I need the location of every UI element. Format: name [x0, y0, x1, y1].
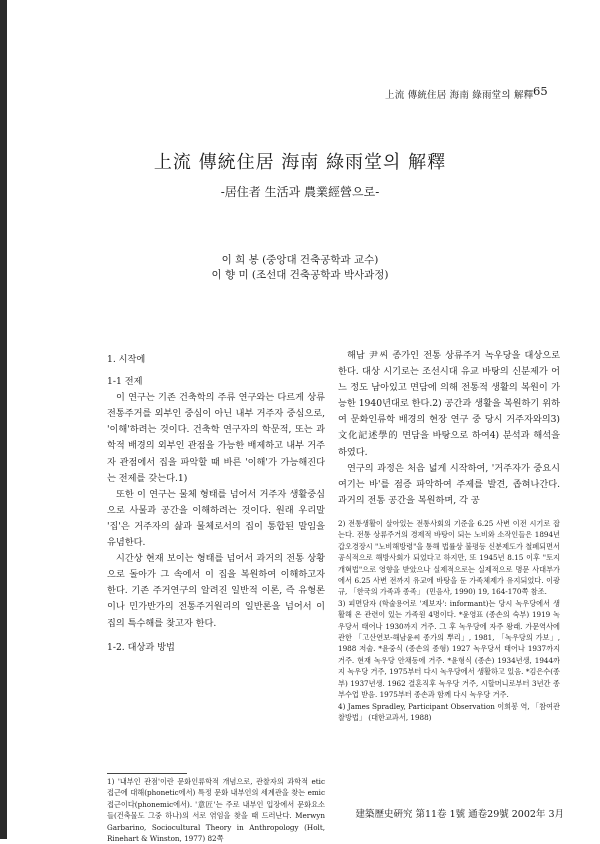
- paragraph: 시간상 현재 보이는 형태를 넘어서 과거의 전통 상황으로 돌아가 그 속에서 이 집을 복원하여 이해하고자 한다. 기존 주거연구의 알려진 일반적 이론, 즉 유형론이나 민가반가의 전통주거원리의 일반론을 넘어서 이 집의 특수해를 찾고자 한다.: [107, 553, 325, 629]
- paragraph: 또한 이 연구는 물체 형태를 넘어서 거주자 생활중심으로 사물과 공간을 이해하려는 것이다. 원래 우리말 '집'은 거주자의 삶과 물체로서의 집이 통합된 말임을 유념한다.: [107, 488, 325, 549]
- footnote-2: 2) 전통생활이 살아있는 전통사회의 기준을 6.25 사변 이전 시기로 잡는다. 전통 상류주거의 경제적 바탕이 되는 노비와 소작인들은 1894년 갑오경장시 "노비해방령"을 통해 법률상 불평등 신분제도가 철폐되면서 공식적으로 해방사회가 되었다고 하지만, 또 1945년 8.15 이후 "토지개혁법"으로 영향을 받았으나 실제적으로는 실제적으로 명문 사대부가에서 6.25 사변 전까지 유교에 바탕을 둔 가족체제가 유지되었다. 이광규, 「한국의 가족과 종족」 (민음사, 1990) 19, 164-170쪽 참조.: [338, 519, 560, 597]
- subsection-heading: 1-2. 대상과 방법: [107, 641, 175, 653]
- paragraph: 해남 尹씨 종가인 전통 상류주거 녹우당을 대상으로 한다. 대상 시기로는 조선시대 유교 바탕의 신분제가 어느 정도 남아있고 면담에 의해 전통적 생활의 복원이 가능한 1940년대로 한다.2) 공간과 생활을 복원하기 위하여 문화인류학 배경의 현장 연구 중 당시 거주자와의3) 文化記述學的 면담을 바탕으로 하여4) 분석과 해석을 하였다.: [338, 350, 560, 458]
- paragraph: 연구의 과정은 처음 넓게 시작하여, '거주자가 중요시 여기는 바'를 점증 파악하여 주제를 발견, 좁혀나간다. 과거의 전통 공간을 복원하며, 각 공: [338, 462, 560, 506]
- footnote-3: 3) 피면담자 (학술용어로 '제보자': informant)는 당시 녹우당에서 생활해 온 관련이 있는 가족원 4명이다. *윤영표 (종손의 숙부) 1919 녹우당서 태어나 1930까지 거주. 그 후 녹우당에 자주 왕래. 가문역사에 관한 「고산연보-해남윤씨 종가의 뿌리」, 1981, 「녹우당의 가보」, 1988 저술. *윤중식 (종손의 종형) 1927 녹우당서 태어나 1937까지 거주. 현재 녹우당 안채동에 거주. *윤형식 (종손) 1934년생, 1944까지 녹우당 거주, 1975부터 다시 녹우당에서 생활하고 있음. *김은수(종부) 1937년생. 1962 결혼직후 녹우당 거주, 시할머니로부터 3년간 종부수업 받음. 1975부터 종손과 함께 다시 녹우당 거주.: [338, 598, 560, 700]
- author-2: 이 향 미 (조선대 건축공학과 박사과정): [211, 269, 389, 281]
- author-1: 이 희 봉 (중앙대 건축공학과 교수): [221, 254, 379, 266]
- right-column: [338, 348, 560, 509]
- section-heading: 1. 시작에: [107, 354, 146, 365]
- paragraph: 이 연구는 기존 건축학의 주류 연구와는 다르게 상류전통주거를 외부인 중심이 아닌 내부 거주자 중심으로, '이해'하려는 것이다. 건축학 연구자의 학문적, 또는 과학적 배경의 외부인 관점을 가능한 배제하고 내부 거주자 관점에서 집을 파악할 때 바른 '이해'가 가능해진다는 전제를 갖는다.1): [107, 392, 325, 484]
- journal-footer: 建築歷史硏究 第11卷 1號 通卷29號 2002年 3月: [355, 809, 564, 820]
- left-column: [107, 352, 325, 656]
- subsection-heading: 1-1 전제: [107, 376, 143, 388]
- right-footnotes: [338, 518, 560, 723]
- page-number: 65: [533, 84, 548, 98]
- footnote-rule: [107, 773, 187, 774]
- footnote-4: 4) James Spradley, Participant Observation 이희봉 역, 「참여관찰방법」 (대한교과서, 1988): [338, 701, 560, 722]
- running-header: 上流 傳統住居 海南 綠雨堂의 解釋: [385, 90, 534, 101]
- scan-edge: [0, 0, 7, 839]
- paper-title: 上流 傳統住居 海南 綠雨堂의 解釋: [153, 152, 447, 173]
- footnote-1: 1) '내부인 관점'이란 문화인류학적 개념으로, 관찰자의 과학적 etic 접근에 대해(phonetic에서) 특정 문화 내부인의 세계관을 찾는 emic 접근이다(phonemic에서). '意匠'는 주로 내부인 입장에서 문화요소들(건축물도 그중 하나)의 서로 엮임을 찾을 때 드러난다. Merwyn Garbarino, Sociocultural Theory in Anthropology (Holt, Rinehart & Winston, 1977) 82쪽: [107, 777, 325, 844]
- paper-subtitle: -居住者 生活과 農業經營으로-: [220, 185, 380, 199]
